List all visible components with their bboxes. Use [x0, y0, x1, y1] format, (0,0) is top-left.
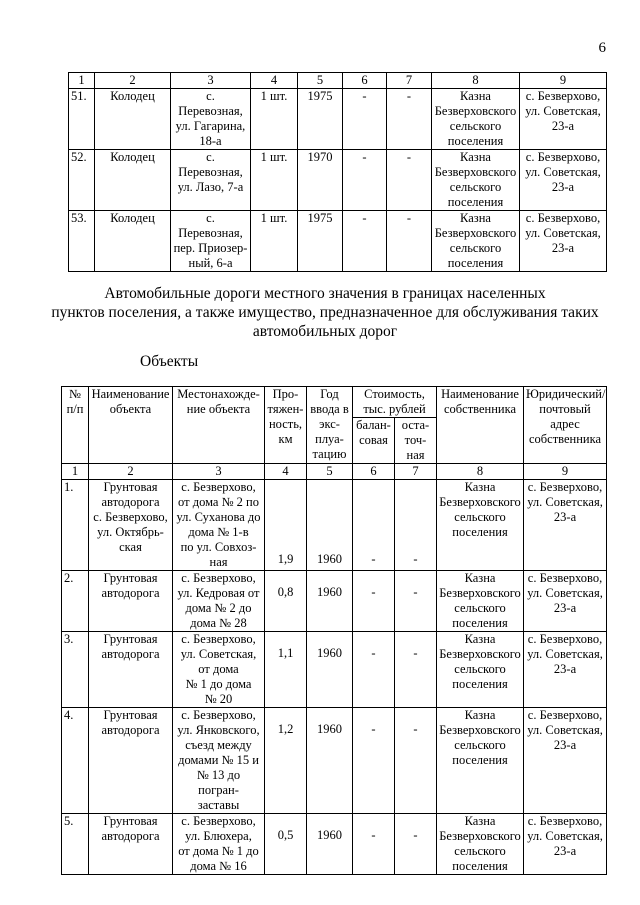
header-address: Юридический/ почтовый адрес собственника: [524, 387, 607, 464]
balance-cost: -: [353, 571, 395, 632]
col-number: 5: [307, 464, 353, 480]
owner-address: с. Безверхово, ул. Советская, 23-а: [520, 150, 607, 211]
object-location: с. Перевозная, пер. Приозер- ный, 6-а: [171, 211, 251, 272]
col-number: 4: [265, 464, 307, 480]
header-location: Местонахожде- ние объекта: [173, 387, 265, 464]
owner-address: с. Безверхово, ул. Советская, 23-а: [524, 814, 607, 875]
row-number: 4.: [62, 708, 89, 814]
row-number: 53.: [69, 211, 95, 272]
col-number: 6: [343, 73, 387, 89]
owner-name: Казна Безверховского сельского поселения: [437, 632, 524, 708]
row-number: 51.: [69, 89, 95, 150]
owner-name: Казна Безверховского сельского поселения: [437, 708, 524, 814]
col-number: 7: [395, 464, 437, 480]
object-extent: 0,5: [265, 814, 307, 875]
col-number: 9: [520, 73, 607, 89]
object-extent: 1,9: [265, 480, 307, 571]
object-name: Колодец: [95, 89, 171, 150]
balance-cost: -: [353, 632, 395, 708]
object-extent: 1 шт.: [251, 89, 298, 150]
owner-address: с. Безверхово, ул. Советская, 23-а: [524, 632, 607, 708]
object-name: Грунтовая автодорога с. Безверхово, ул. Октябрь- ская: [89, 480, 173, 571]
header-year: Год ввода в экс- плуа- тацию: [307, 387, 353, 464]
balance-cost: -: [343, 150, 387, 211]
balance-cost: -: [353, 708, 395, 814]
object-year: 1960: [307, 814, 353, 875]
residual-cost: -: [395, 571, 437, 632]
owner-address: с. Безверхово, ул. Советская, 23-а: [520, 211, 607, 272]
object-year: 1960: [307, 708, 353, 814]
residual-cost: -: [387, 150, 432, 211]
header-cost: Стоимость, тыс. рублей: [353, 387, 437, 418]
col-number: 3: [173, 464, 265, 480]
object-location: с. Перевозная, ул. Лазо, 7-а: [171, 150, 251, 211]
object-name: Грунтовая автодорога: [89, 632, 173, 708]
table-row: [62, 480, 607, 571]
residual-cost: -: [395, 480, 437, 571]
object-location: с. Безверхово, ул. Янковского, съезд между домами № 15 и № 13 до погран- заставы: [173, 708, 265, 814]
col-number: 2: [95, 73, 171, 89]
owner-name: Казна Безверховского сельского поселения: [437, 571, 524, 632]
owner-address: с. Безверхово, ул. Советская, 23-а: [524, 708, 607, 814]
row-number: 1.: [62, 480, 89, 571]
header-balance: балан- совая: [353, 418, 395, 464]
table-row: [62, 632, 607, 708]
object-extent: 1,2: [265, 708, 307, 814]
object-name: Колодец: [95, 150, 171, 211]
col-number: 2: [89, 464, 173, 480]
table-row: [69, 150, 607, 211]
row-number: 52.: [69, 150, 95, 211]
object-year: 1960: [307, 571, 353, 632]
owner-name: Казна Безверховского сельского поселения: [432, 150, 520, 211]
header-owner: Наименование собственника: [437, 387, 524, 464]
row-number: 2.: [62, 571, 89, 632]
object-extent: 1 шт.: [251, 150, 298, 211]
table-row: [62, 814, 607, 875]
object-location: с. Безверхово, от дома № 2 по ул. Суханова до дома № 1-в по ул. Совхоз- ная: [173, 480, 265, 571]
owner-address: с. Безверхово, ул. Советская, 23-а: [520, 89, 607, 150]
header-residual: оста- точ- ная: [395, 418, 437, 464]
owner-name: Казна Безверховского сельского поселения: [432, 211, 520, 272]
object-name: Грунтовая автодорога: [89, 708, 173, 814]
owner-name: Казна Безверховского сельского поселения: [437, 480, 524, 571]
object-extent: 1 шт.: [251, 211, 298, 272]
object-name: Колодец: [95, 211, 171, 272]
row-number: 3.: [62, 632, 89, 708]
object-location: с. Перевозная, ул. Гагарина, 18-а: [171, 89, 251, 150]
row-number: 5.: [62, 814, 89, 875]
object-location: с. Безверхово, ул. Кедровая от дома № 2 до дома № 28: [173, 571, 265, 632]
residual-cost: -: [395, 632, 437, 708]
balance-cost: -: [353, 814, 395, 875]
residual-cost: -: [387, 89, 432, 150]
object-name: Грунтовая автодорога: [89, 814, 173, 875]
residual-cost: -: [387, 211, 432, 272]
col-number: 3: [171, 73, 251, 89]
object-year: 1960: [307, 480, 353, 571]
table-row: [62, 571, 607, 632]
object-location: с. Безверхово, ул. Советская, от дома № 1 до дома № 20: [173, 632, 265, 708]
page-number: 6: [598, 40, 606, 56]
object-year: 1975: [298, 89, 343, 150]
header-num: № п/п: [62, 387, 89, 464]
object-location: с. Безверхово, ул. Блюхера, от дома № 1 до дома № 16: [173, 814, 265, 875]
balance-cost: -: [343, 89, 387, 150]
residual-cost: -: [395, 708, 437, 814]
header-row: [62, 387, 607, 418]
owner-address: с. Безверхово, ул. Советская, 23-а: [524, 480, 607, 571]
col-number: 7: [387, 73, 432, 89]
table-row: [69, 211, 607, 272]
object-extent: 1,1: [265, 632, 307, 708]
col-number: 5: [298, 73, 343, 89]
column-number-row: [69, 73, 607, 89]
col-number: 6: [353, 464, 395, 480]
header-name: Наименование объекта: [89, 387, 173, 464]
col-number: 1: [62, 464, 89, 480]
owner-name: Казна Безверховского сельского поселения: [437, 814, 524, 875]
roads-table: [61, 386, 607, 875]
section-subheading: Объекты: [140, 353, 199, 370]
residual-cost: -: [395, 814, 437, 875]
balance-cost: -: [353, 480, 395, 571]
owner-name: Казна Безверховского сельского поселения: [432, 89, 520, 150]
wells-table: [68, 72, 607, 272]
table-row: [69, 89, 607, 150]
column-number-row: [62, 464, 607, 480]
object-year: 1960: [307, 632, 353, 708]
balance-cost: -: [343, 211, 387, 272]
object-year: 1975: [298, 211, 343, 272]
col-number: 4: [251, 73, 298, 89]
col-number: 8: [432, 73, 520, 89]
object-year: 1970: [298, 150, 343, 211]
col-number: 1: [69, 73, 95, 89]
col-number: 8: [437, 464, 524, 480]
section-heading: Автомобильные дороги местного значения в границах населенных пунктов поселения, а также имущество, предназначенное для обслуживания таких автомобильных дорог: [51, 285, 599, 340]
object-name: Грунтовая автодорога: [89, 571, 173, 632]
header-extent: Про- тяжен- ность, км: [265, 387, 307, 464]
object-extent: 0,8: [265, 571, 307, 632]
owner-address: с. Безверхово, ул. Советская, 23-а: [524, 571, 607, 632]
col-number: 9: [524, 464, 607, 480]
table-row: [62, 708, 607, 814]
